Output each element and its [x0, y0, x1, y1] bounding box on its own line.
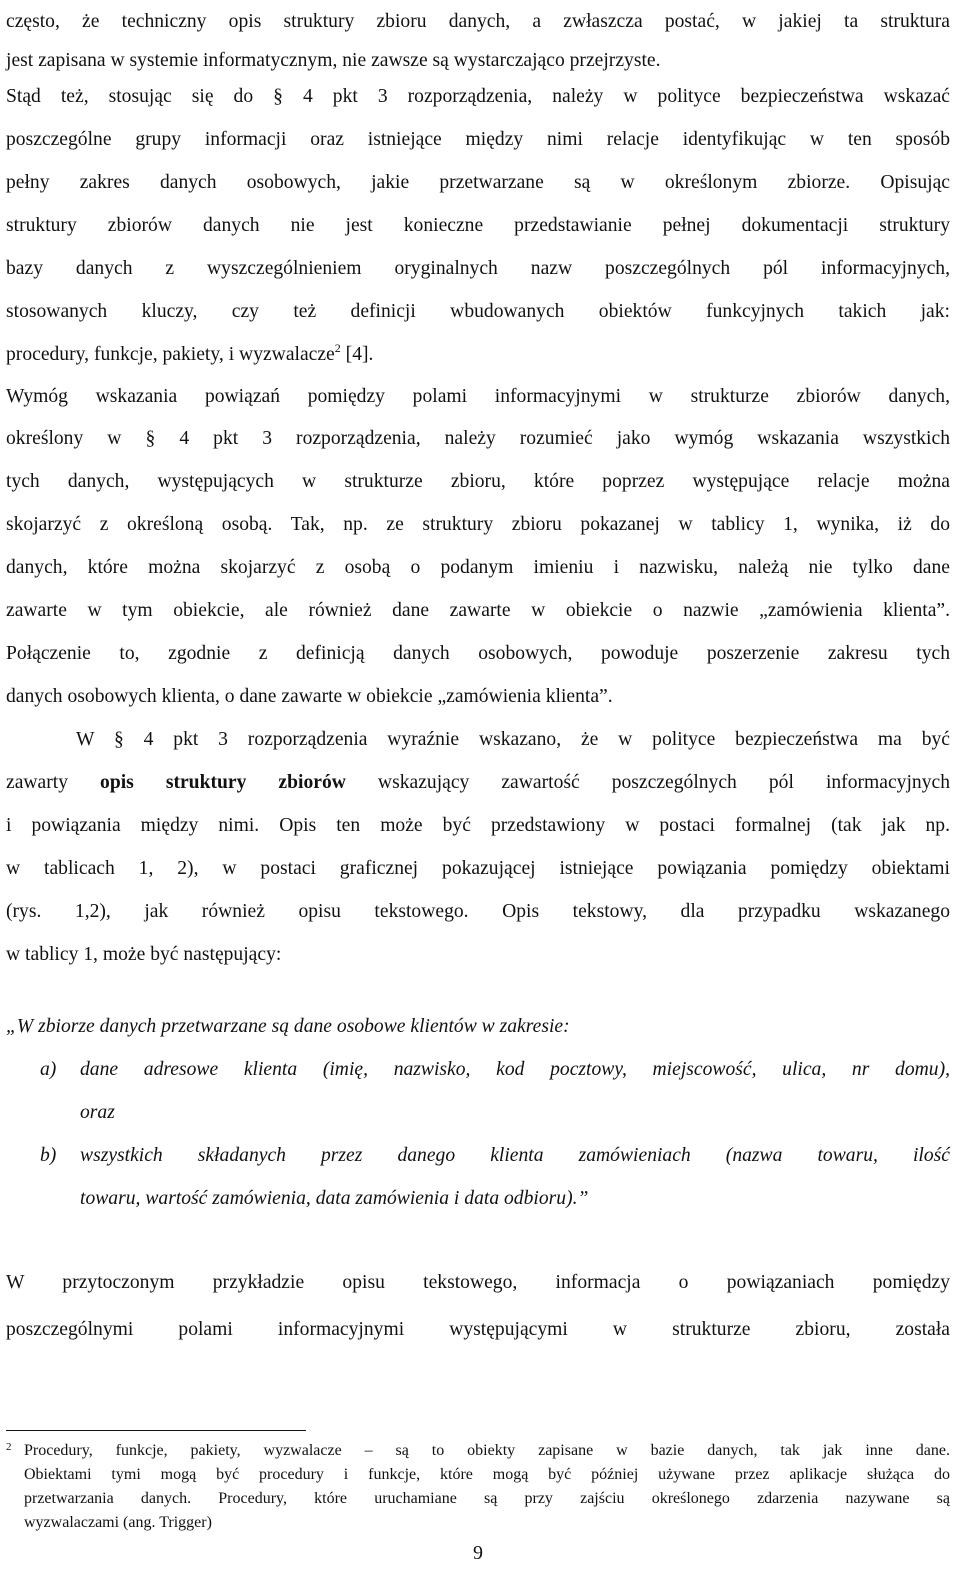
body-line: bazy danych z wyszczególnieniem oryginalnych nazw poszczególnych pól informacyjnych,	[6, 258, 950, 279]
zawarty-continuation: wskazujący zawartość poszczególnych pól informacyjnych	[345, 772, 950, 793]
list-item-a-continuation	[6, 1092, 950, 1134]
citation-text: [4].	[340, 344, 374, 365]
body-line: Wymóg wskazania powiązań pomiędzy polami informacyjnymi w strukturze zbiorów danych,	[6, 386, 950, 407]
footnote-line: wyzwalaczami (ang. Trigger)	[24, 1514, 212, 1531]
body-line: struktury zbiorów danych nie jest konieczne przedstawianie pełnej dokumentacji struktury	[6, 215, 950, 236]
list-continuation: towaru, wartość zamówienia, data zamówienia i data odbioru).”	[80, 1188, 589, 1209]
footnote-marker: 2	[6, 1441, 12, 1453]
body-line: często, że techniczny opis struktury zbioru danych, a zwłaszcza postać, w jakiej ta struktura	[6, 11, 950, 32]
body-line: jest zapisana w systemie informatycznym, nie zawsze są wystarczająco przejrzyste.	[6, 50, 661, 71]
body-line: poszczególne grupy informacji oraz istniejące między nimi relacje identyfikując w ten sposób	[6, 129, 950, 150]
list-label: a)	[40, 1059, 57, 1080]
body-line-with-footnote-reference	[6, 334, 950, 376]
list-label: b)	[40, 1145, 57, 1166]
zawarty-text: zawarty	[6, 772, 101, 793]
body-line: tych danych, występujących w strukturze zbioru, które poprzez występujące relacje można	[6, 471, 950, 492]
page-number: 9	[473, 1542, 483, 1564]
body-line-with-bold-phrase	[6, 762, 950, 804]
bold-phrase: opis struktury zbiorów	[100, 772, 346, 793]
body-line: danych, które można skojarzyć z osobą o podanym imieniu i nazwisku, należą nie tylko dane	[6, 557, 950, 578]
footnote-reference: 2	[334, 341, 341, 355]
body-line: w tablicach 1, 2), w postaci graficznej pokazującej istniejące powiązania pomiędzy obiektami	[6, 858, 950, 879]
list-text: wszystkich składanych przez danego klienta zamówieniach (nazwa towaru, ilość	[80, 1145, 950, 1166]
quoted-intro: „W zbiorze danych przetwarzane są dane osobowe klientów w zakresie:	[6, 1016, 570, 1037]
body-line: pełny zakres danych osobowych, jakie przetwarzane są w określonym zbiorze. Opisując	[6, 172, 950, 193]
body-line: określony w § 4 pkt 3 rozporządzenia, należy rozumieć jako wymóg wskazania wszystkich	[6, 428, 950, 449]
list-text: dane adresowe klienta (imię, nazwisko, kod pocztowy, miejscowość, ulica, nr domu),	[80, 1059, 950, 1080]
body-line: poszczególnymi polami informacyjnymi występującymi w strukturze zbioru, została	[6, 1319, 950, 1340]
body-line: (rys. 1,2), jak również opisu tekstowego. Opis tekstowy, dla przypadku wskazanego	[6, 901, 950, 922]
list-continuation: oraz	[80, 1102, 115, 1123]
body-line: Połączenie to, zgodnie z definicją danych osobowych, powoduje poszerzenie zakresu tych	[6, 643, 950, 664]
body-line: W § 4 pkt 3 rozporządzenia wyraźnie wskazano, że w polityce bezpieczeństwa ma być	[76, 729, 950, 750]
body-line: zawarte w tym obiekcie, ale również dane zawarte w obiekcie o nazwie „zamówienia klienta”.	[6, 600, 950, 621]
list-item-a	[6, 1049, 950, 1091]
footnote-line: przetwarzania danych. Procedury, które uruchamiane są przy zajściu określonego zdarzenia nazywane są	[24, 1490, 950, 1507]
list-item-b	[6, 1135, 950, 1177]
body-line: skojarzyć z określoną osobą. Tak, np. ze struktury zbioru pokazanej w tablicy 1, wynika, iż do	[6, 514, 950, 535]
list-item-b-continuation	[6, 1178, 950, 1220]
footnote-line: Procedury, funkcje, pakiety, wyzwalacze – są to obiekty zapisane w bazie danych, tak jak inne dane.	[24, 1442, 950, 1459]
footnote-line: Obiektami tymi mogą być procedury i funkcje, które mogą być później używane przez aplikacje służąca do	[24, 1466, 950, 1483]
procedury-text: procedury, funkcje, pakiety, i wyzwalacze	[6, 344, 335, 365]
footnote-divider	[6, 1430, 306, 1431]
body-line: W przytoczonym przykładzie opisu tekstowego, informacja o powiązaniach pomiędzy	[6, 1272, 950, 1293]
body-line: i powiązania między nimi. Opis ten może być przedstawiony w postaci formalnej (tak jak np.	[6, 815, 950, 836]
body-line: danych osobowych klienta, o dane zawarte w obiekcie „zamówienia klienta”.	[6, 686, 613, 707]
body-line: Stąd też, stosując się do § 4 pkt 3 rozporządzenia, należy w polityce bezpieczeństwa wskazać	[6, 86, 950, 107]
body-line: stosowanych kluczy, czy też definicji wbudowanych obiektów funkcyjnych takich jak:	[6, 301, 950, 322]
body-line: w tablicy 1, może być następujący:	[6, 944, 282, 965]
